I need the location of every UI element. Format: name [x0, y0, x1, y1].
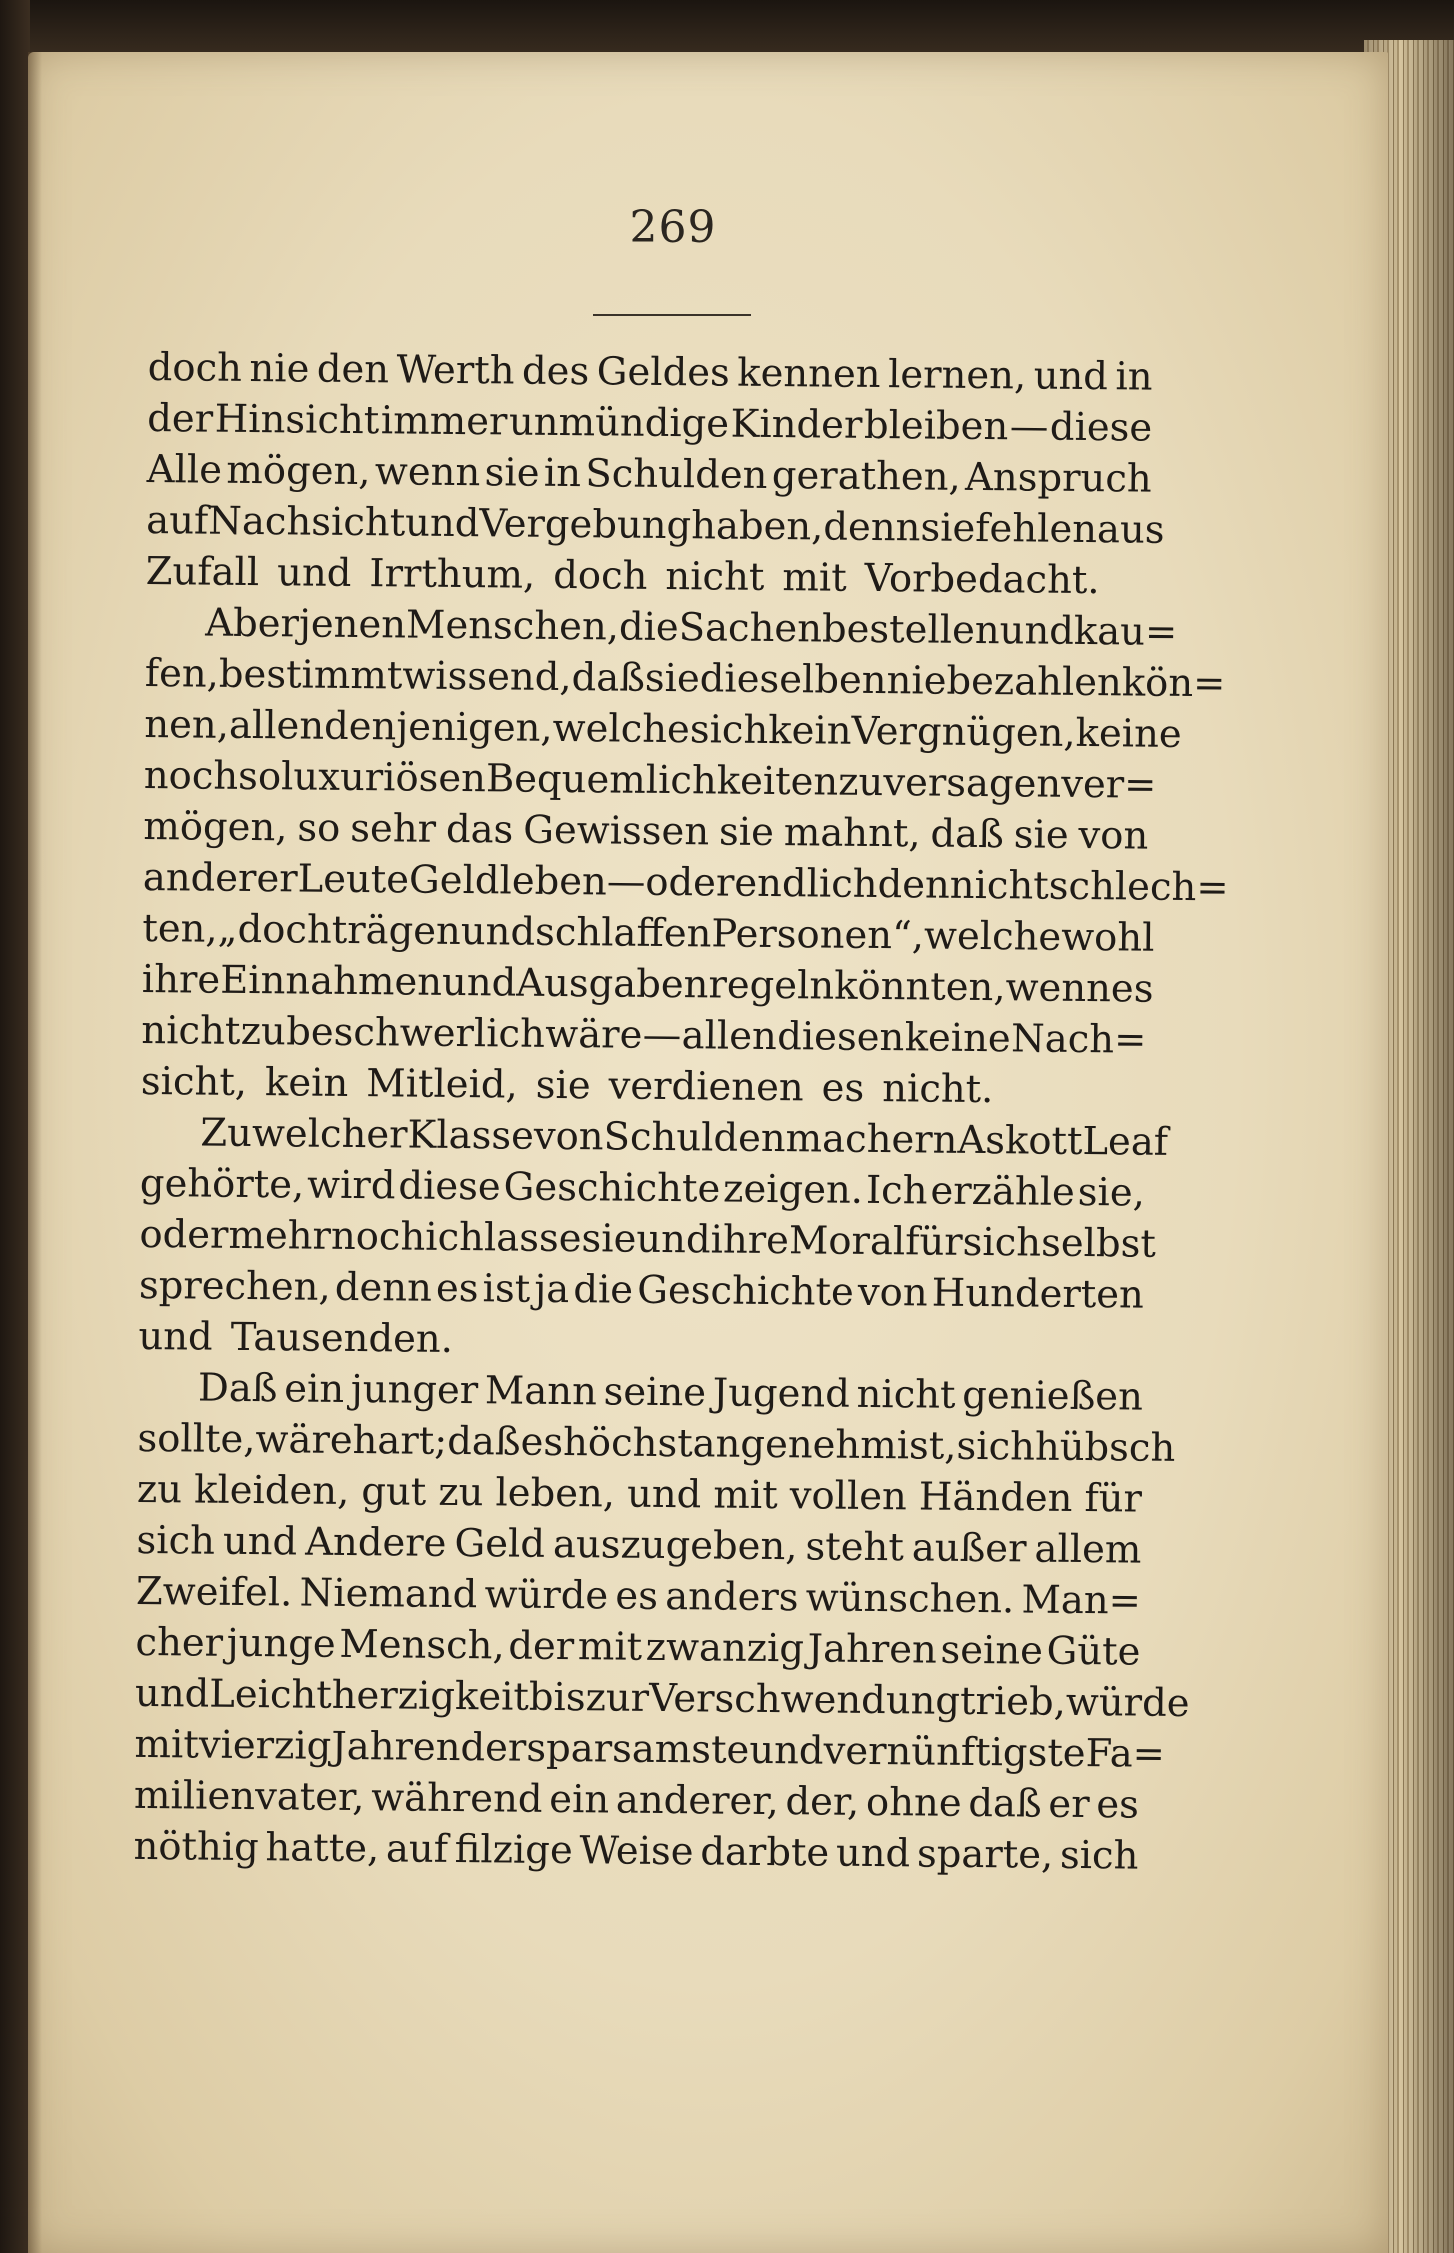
page-gutter — [28, 52, 42, 2253]
text-line: zu kleiden, gut zu leben, und mit vollen Händen für — [136, 1466, 1143, 1522]
text-line: ten, „doch trägen und schlaffen Personen“, welche wohl — [142, 905, 1155, 961]
text-line: mit vierzig Jahren der sparsamste und vernünftigste Fa= — [134, 1721, 1166, 1777]
text-line: sich und Andere Geld auszugeben, steht außer allem — [136, 1517, 1142, 1573]
text-line: sicht, kein Mitleid, sie verdienen es nicht. — [140, 1058, 994, 1113]
text-line: nicht zu beschwerlich wäre — allen diesen keine Nach= — [141, 1007, 1147, 1063]
text-line: doch nie den Werth des Geldes kennen lernen, und in — [147, 344, 1153, 400]
page-number: 269 — [629, 202, 717, 253]
text-line: gehörte, wird diese Geschichte zeigen. Ich erzähle sie, — [139, 1160, 1146, 1216]
text-line: noch so luxuriösen Bequemlichkeiten zu versagen ver= — [143, 752, 1157, 808]
text-line: Zufall und Irrthum, doch nicht mit Vorbedacht. — [145, 548, 1100, 604]
text-line: Alle mögen, wenn sie in Schulden gerathen, Anspruch — [146, 446, 1152, 502]
text-line: ihre Einnahmen und Ausgaben regeln könnten, wenn es — [141, 956, 1154, 1012]
text-line: fen, bestimmt wissend, daß sie dieselben nie bezahlen kön= — [144, 650, 1226, 707]
text-line: und Leichtherzigkeit bis zur Verschwendung trieb, würde — [134, 1670, 1190, 1727]
text-line: anderer Leute Geld leben — oder endlich den nicht schlech= — [142, 854, 1229, 911]
text-line: und Tausenden. — [138, 1313, 454, 1362]
text-line: sollte, wäre hart; daß es höchst angenehm ist, sich hübsch — [137, 1415, 1176, 1471]
text-line: milienvater, während ein anderer, der, ohne daß er es — [133, 1772, 1140, 1828]
book-cover-top — [0, 0, 1454, 60]
text-line: Daß ein junger Mann seine Jugend nicht genießen — [197, 1365, 1144, 1420]
text-line: auf Nachsicht und Vergebung haben, denn sie fehlen aus — [146, 497, 1165, 553]
text-line: Zweifel. Niemand würde es anders wünschen. Man= — [135, 1568, 1142, 1624]
text-line: sprechen, denn es ist ja die Geschichte von Hunderten — [138, 1262, 1145, 1318]
text-line: Zu welcher Klasse von Schuldenmachern Askott Leaf — [200, 1110, 1169, 1165]
text-line: nöthig hatte, auf filzige Weise darbte und sparte, sich — [133, 1823, 1139, 1879]
text-line: Aber jenen Menschen, die Sachen bestellen und kau= — [205, 600, 1178, 655]
body-text — [133, 342, 1229, 1882]
header-rule — [593, 314, 751, 316]
text-line: nen, allen denjenigen, welche sich kein Vergnügen, keine — [144, 701, 1182, 757]
book-page — [28, 52, 1388, 2253]
text-line: mögen, so sehr das Gewissen sie mahnt, daß sie von — [143, 803, 1149, 859]
text-line: cher junge Mensch, der mit zwanzig Jahren seine Güte — [135, 1619, 1141, 1675]
text-line: oder mehr noch ich lasse sie und ihre Moral für sich selbst — [139, 1211, 1157, 1267]
text-line: der Hinsicht immer unmündige Kinder bleiben — diese — [147, 395, 1153, 451]
book-cover-left — [0, 0, 30, 2253]
